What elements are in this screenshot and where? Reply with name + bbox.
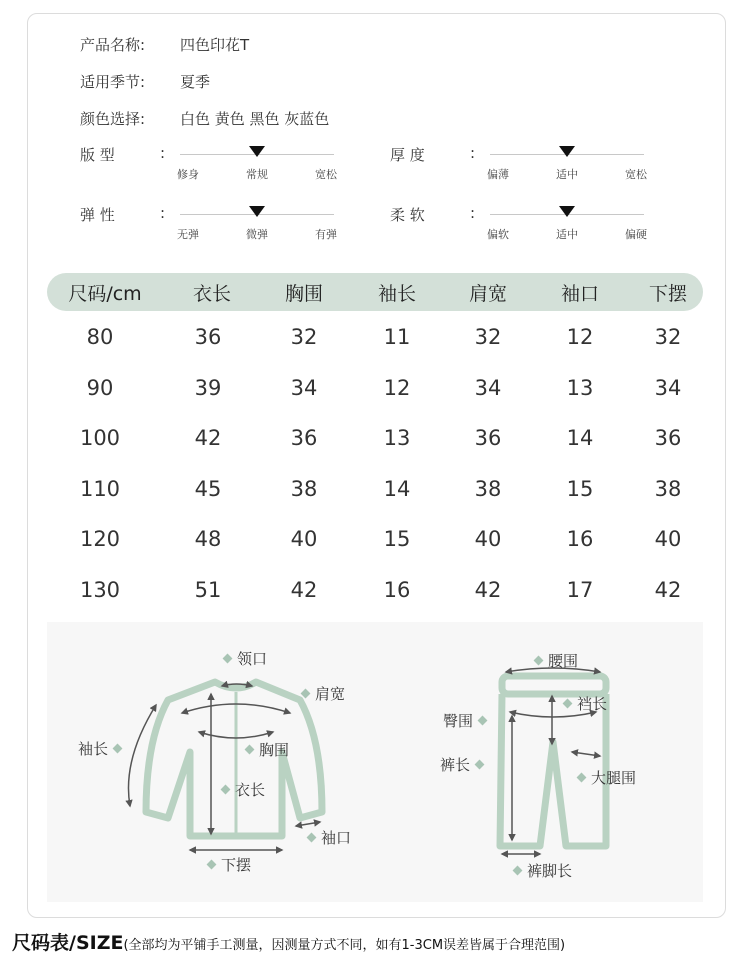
thickness-option-2: 适中 [556, 168, 578, 181]
fit-option-1: 修身 [177, 168, 199, 181]
softness-option-3: 偏硬 [625, 228, 647, 241]
header-sleeve: 袖长 [377, 283, 416, 305]
cell-sleeve: 11 [383, 325, 411, 349]
label-length: 衣长 [216, 779, 265, 800]
diamond-icon [563, 699, 573, 709]
label-leg-opening: 裤脚长 [508, 860, 572, 881]
header-length: 衣长 [192, 283, 231, 305]
label-shoulder: 肩宽 [296, 683, 345, 704]
label-hip: 臀围 [443, 710, 492, 731]
cell-size: 90 [86, 375, 114, 400]
cell-cuff: 17 [566, 578, 594, 602]
cell-size: 100 [79, 426, 121, 451]
cell-sleeve: 16 [383, 578, 411, 602]
diamond-icon [307, 833, 317, 843]
product-name-value: 四色印花T [180, 36, 250, 54]
cell-length: 48 [194, 527, 222, 552]
cell-sleeve: 15 [383, 527, 411, 552]
diamond-icon [207, 860, 217, 870]
cell-cuff: 14 [566, 426, 594, 451]
cell-size: 80 [86, 325, 114, 349]
cell-shoulder: 40 [474, 527, 502, 552]
softness-label: 柔 软 [390, 206, 425, 224]
header-size: 尺码/cm [68, 283, 142, 305]
diamond-icon [475, 760, 485, 770]
season-label: 适用季节: [80, 73, 146, 91]
thickness-option-3: 宽松 [625, 168, 647, 181]
cell-hem: 34 [654, 375, 682, 400]
softness-colon: : [470, 204, 476, 222]
cell-hem: 36 [654, 426, 682, 451]
cell-shoulder: 38 [474, 476, 502, 501]
cell-cuff: 16 [566, 527, 594, 552]
cell-chest: 40 [290, 527, 318, 552]
label-rise: 裆长 [558, 693, 607, 714]
diamond-icon [245, 745, 255, 755]
cell-length: 45 [194, 476, 222, 501]
diamond-icon [221, 785, 231, 795]
diamond-icon [223, 654, 233, 664]
cell-shoulder: 36 [474, 426, 502, 451]
season-value: 夏季 [180, 73, 211, 91]
footer-title: 尺码表/SIZE [12, 932, 124, 954]
cell-length: 36 [194, 325, 222, 349]
cell-cuff: 12 [566, 325, 594, 349]
softness-option-2: 适中 [556, 228, 578, 241]
fit-colon: : [160, 144, 166, 162]
cell-sleeve: 14 [383, 476, 411, 501]
fit-option-2: 常规 [246, 168, 268, 181]
color-value: 白色 黄色 黑色 灰蓝色 [180, 110, 330, 128]
footer-note: (全部均为平铺手工测量，因测量方式不同，如有1-3CM误差皆属于合理范围) [123, 938, 566, 953]
cell-hem: 40 [654, 527, 682, 552]
header-cuff: 袖口 [560, 283, 599, 305]
label-chest: 胸围 [240, 739, 289, 760]
cell-shoulder: 42 [474, 578, 502, 602]
elasticity-label: 弹 性 [80, 206, 115, 224]
softness-option-1: 偏软 [487, 228, 509, 241]
size-chart-footer [12, 928, 565, 955]
elasticity-option-2: 微弹 [246, 228, 268, 241]
label-thigh: 大腿围 [572, 767, 636, 788]
elasticity-option-3: 有弹 [315, 228, 337, 241]
diamond-icon [301, 689, 311, 699]
cell-chest: 38 [290, 476, 318, 501]
diamond-icon [534, 656, 544, 666]
label-hem: 下摆 [202, 854, 251, 875]
label-waist: 腰围 [529, 650, 578, 671]
cell-cuff: 13 [566, 375, 594, 400]
cell-hem: 38 [654, 476, 682, 501]
elasticity-colon: : [160, 204, 166, 222]
shirt-outline [146, 682, 322, 836]
header-hem: 下摆 [648, 283, 687, 305]
cell-size: 110 [79, 476, 121, 501]
fit-label: 版 型 [80, 146, 115, 164]
thickness-label: 厚 度 [390, 146, 425, 164]
product-name-label: 产品名称: [80, 36, 146, 54]
header-shoulder: 肩宽 [468, 283, 507, 305]
cell-shoulder: 32 [474, 325, 502, 349]
cell-chest: 32 [290, 325, 318, 349]
label-sleeve: 袖长 [78, 738, 127, 759]
fit-option-3: 宽松 [315, 168, 337, 181]
label-pant-length: 裤长 [440, 754, 489, 775]
elasticity-option-1: 无弹 [177, 228, 199, 241]
cell-length: 42 [194, 426, 222, 451]
label-neck: 领口 [218, 648, 267, 669]
cell-size: 130 [79, 578, 121, 602]
diamond-icon [113, 744, 123, 754]
cell-chest: 36 [290, 426, 318, 451]
cell-chest: 34 [290, 375, 318, 400]
cell-hem: 32 [654, 325, 682, 349]
thickness-option-1: 偏薄 [487, 168, 509, 181]
diamond-icon [577, 773, 587, 783]
diamond-icon [478, 716, 488, 726]
diamond-icon [513, 866, 523, 876]
label-cuff: 袖口 [302, 827, 351, 848]
cell-sleeve: 12 [383, 375, 411, 400]
cell-length: 51 [194, 578, 222, 602]
color-label: 颜色选择: [80, 110, 146, 128]
cell-chest: 42 [290, 578, 318, 602]
cell-size: 120 [79, 527, 121, 552]
cell-length: 39 [194, 375, 222, 400]
cell-shoulder: 34 [474, 375, 502, 400]
thickness-colon: : [470, 144, 476, 162]
cell-sleeve: 13 [383, 426, 411, 451]
header-chest: 胸围 [284, 283, 323, 305]
cell-hem: 42 [654, 578, 682, 602]
cell-cuff: 15 [566, 476, 594, 501]
